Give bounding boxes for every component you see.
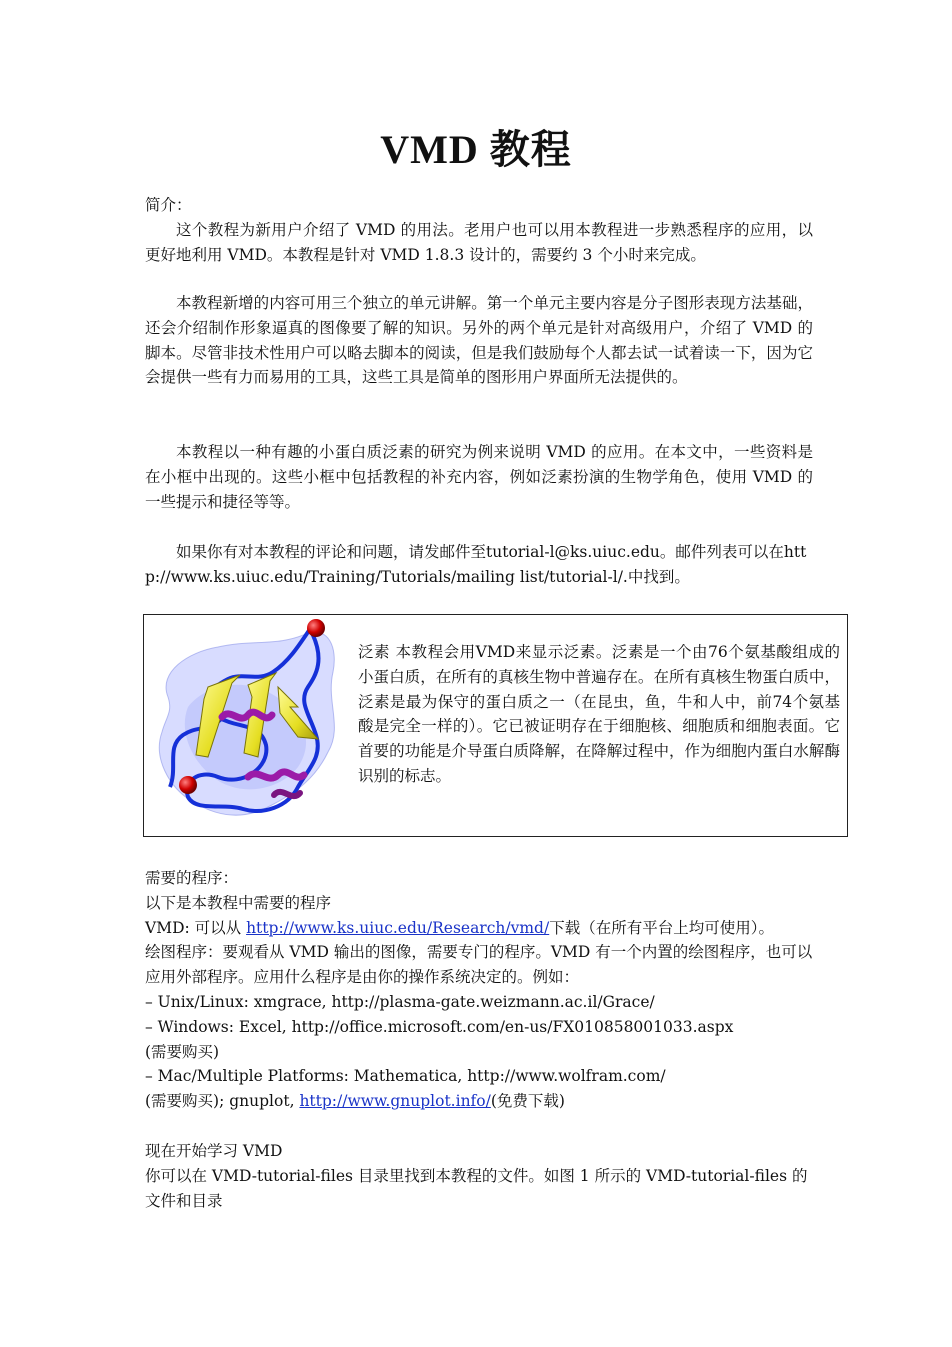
intro-paragraph-2: 本教程新增的内容可用三个独立的单元讲解。第一个单元主要内容是分子图形表现方法基础， 还会介绍制作形象逼真的图像要了解的知识。另外的两个单元是针对高级用户，介绍了 VMD 的脚本。尽管非技术性用户可以略去脚本的阅读，但是我们鼓励每个人都去试一试着读一下，因为它会提供一些有力而易用的工具，这些工具是简单的图形用户界面所无法提供的。 (145, 294, 813, 387)
windows-program-item: – Windows: Excel, http://office.microsoft.com/en-us/FX010858001033.aspx (145, 1017, 734, 1036)
programs-section (145, 866, 825, 1114)
start-section (145, 1139, 813, 1213)
intro-paragraph-1: 这个教程为新用户介绍了 VMD 的用法。老用户也可以用本教程进一步熟悉程序的应用，以更好地利用 VMD。本教程是针对 VMD 1.8.3 设计的，需要约 3 个小时来完成。 (145, 220, 813, 264)
programs-intro: 以下是本教程中需要的程序 (145, 893, 332, 912)
intro-paragraph-4: 如果你有对本教程的评论和问题，请发邮件至tutorial-l@ks.uiuc.edu。邮件列表可以在http://www.ks.uiuc.edu/Training/Tutorials/mailing list/tutorial-l/.中找到。 (145, 543, 807, 586)
vmd-download-prefix: VMD: 可以从 (145, 918, 247, 937)
start-paragraph: 你可以在 VMD-tutorial-files 目录里找到本教程的文件。如图 1 所示的 VMD-tutorial-files 的文件和目录 (145, 1166, 808, 1210)
page-title: VMD 教程 (380, 127, 572, 172)
intro-paragraph-3: 本教程以一种有趣的小蛋白质泛素的研究为例来说明 VMD 的应用。在本文中，一些资料是在小框中出现的。这些小框中包括教程的补充内容，例如泛素扮演的生物学角色，使用 VMD 的一些提示和捷径等等。 (145, 443, 813, 511)
free-download-note: (免费下载) (490, 1092, 565, 1111)
intro-section (145, 193, 813, 267)
mac-program-item: – Mac/Multiple Platforms: Mathematica, http://www.wolfram.com/ (145, 1067, 666, 1086)
ubiquitin-box-text: 泛素 本教程会用VMD来显示泛素。泛素是一个由76个氨基酸组成的小蛋白质，在所有的真核生物中普遍存在。在所有真核生物蛋白质中，泛素是最为保守的蛋白质之一（在昆虫，鱼，牛和人中，前74个氨基酸是完全一样的）。它已被证明存在于细胞核、细胞质和细胞表面。它首要的功能是介导蛋白质降解，在降解过程中，作为细胞内蛋白水解酶识别的标志。 (358, 643, 840, 785)
gnuplot-line (145, 1089, 825, 1114)
vmd-download-line (145, 916, 825, 941)
purchase-note-2: (需要购买); gnuplot, (145, 1092, 300, 1111)
vmd-download-link[interactable]: http://www.ks.uiuc.edu/Research/vmd/ (246, 918, 550, 937)
ubiquitin-structure-image (148, 617, 353, 837)
purchase-note-1: (需要购买) (145, 1042, 220, 1061)
programs-heading: 需要的程序： (145, 869, 239, 887)
intro-paragraph-3-block (145, 440, 813, 514)
plotting-programs-text: 绘图程序：要观看从 VMD 输出的图像，需要专门的程序。VMD 有一个内置的绘图程序，也可以应用外部程序。应用什么程序是由你的操作系统决定的。例如： (145, 943, 813, 987)
intro-paragraph-2-block (145, 291, 813, 390)
intro-paragraph-4-block (145, 540, 813, 590)
vmd-download-suffix: 下载（在所有平台上均可使用）。 (549, 918, 774, 937)
unix-program-item: – Unix/Linux: xmgrace, http://plasma-gate.weizmann.ac.il/Grace/ (145, 992, 655, 1011)
gnuplot-link[interactable]: http://www.gnuplot.info/ (299, 1092, 491, 1111)
intro-heading: 简介： (145, 196, 192, 214)
start-heading: 现在开始学习 VMD (145, 1142, 283, 1160)
ubiquitin-info-box (143, 614, 848, 837)
